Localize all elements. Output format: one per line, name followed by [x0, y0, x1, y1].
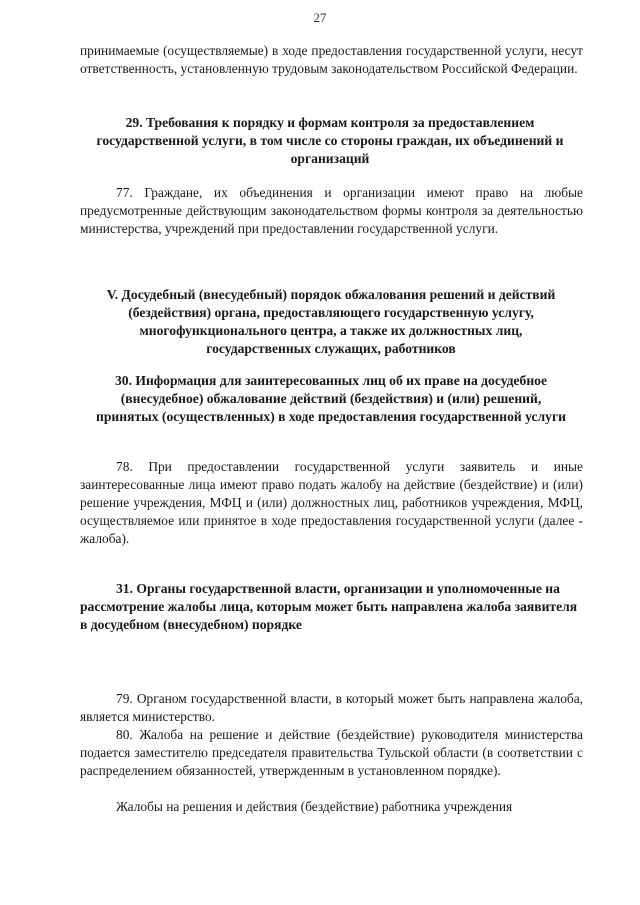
paragraph-last: Жалобы на решения и действия (бездействие) работника учреждения — [116, 799, 513, 814]
heading-section-31: 31. Органы государственной власти, организации и уполномоченные на рассмотрение жалобы лица, которым может быть направлена жалоба заявителя в досудебном (внесудебном) порядке — [80, 581, 578, 632]
heading-section-30: 30. Информация для заинтересованных лиц об их праве на досудебное (внесудебное) обжалование действий (бездействия) и (или) решений, принятых (осуществленных) в ходе предоставления государственной услуги — [96, 373, 566, 424]
paragraph-80: 80. Жалоба на решение и действие (бездействие) руководителя министерства подается заместителю председателя правительства Тульской области (в соответствии с распределением обязанностей, утвержденным в установленном порядке). — [80, 727, 583, 778]
page-number: 27 — [313, 10, 327, 25]
paragraph-77: 77. Граждане, их объединения и организации имеют право на любые предусмотренные действующим законодательством формы контроля за деятельностью министерства, учреждений при предоставлении государственной услуги. — [80, 185, 583, 236]
paragraph-intro: принимаемые (осуществляемые) в ходе предоставления государственной услуги, несут ответственность, установленную трудовым законодательством Российской Федерации. — [80, 43, 583, 76]
heading-section-29: 29. Требования к порядку и формам контроля за предоставлением государственной услуги, в том числе со стороны граждан, их объединений и организаций — [96, 115, 564, 166]
heading-section-V: V. Досудебный (внесудебный) порядок обжалования решений и действий (бездействия) органа, предоставляющего государственную услугу, многофункционального центра, а также их должностных лиц, государственных служащих, работников — [106, 287, 556, 356]
paragraph-79: 79. Органом государственной власти, в который может быть направлена жалоба, является министерство. — [80, 691, 583, 724]
paragraph-78: 78. При предоставлении государственной услуги заявитель и иные заинтересованные лица имеют право подать жалобу на действие (бездействие) и (или) решение учреждения, МФЦ и (или) должностных лиц, работников учреждения, МФЦ, осуществляемое или принятое в ходе предоставления государственной услуги (далее - жалоба). — [80, 459, 583, 546]
